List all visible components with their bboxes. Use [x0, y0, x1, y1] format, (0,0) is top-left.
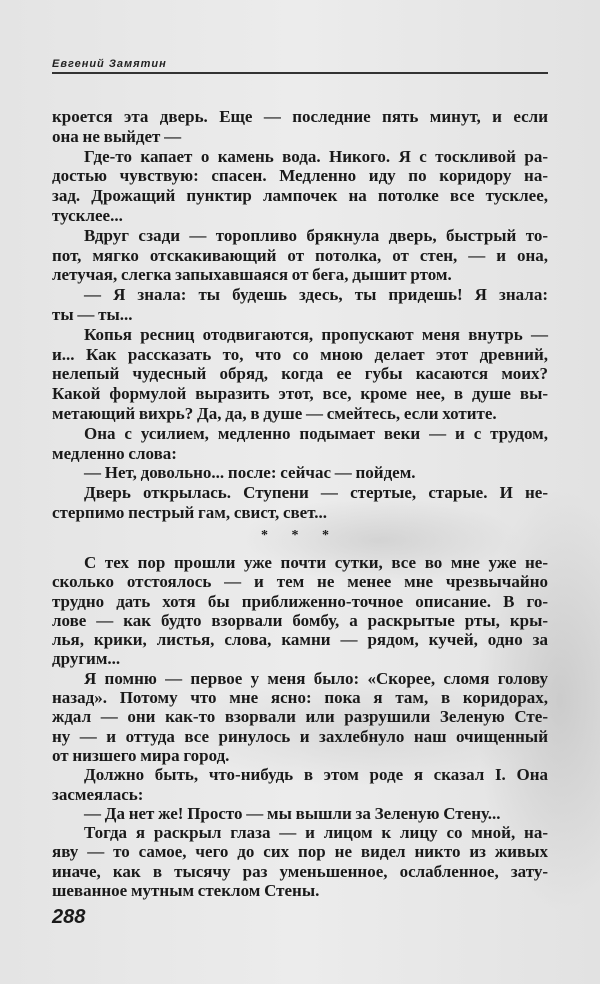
text-line: метающий вихрь? Да, да, в душе — смейтесь, если хотите. — [52, 403, 497, 423]
text-line: от низшего мира город. — [52, 745, 230, 765]
text-line: С тех пор прошли уже почти сутки, все во мне уже не- — [84, 553, 548, 572]
text-line: Где-то капает о камень вода. Никого. Я с тоскливой ра- — [84, 146, 548, 166]
text-line: Она с усилием, медленно подымает веки — и с трудом, — [84, 423, 548, 443]
text-line: Должно быть, что-нибудь в этом роде я сказал I. Она — [84, 765, 548, 785]
text-section-2 — [52, 553, 548, 900]
text-line: нелепый чудесный обряд, когда ее губы касаются моих? — [52, 364, 548, 384]
text-line: назад». Потому что мне ясно: пока я там, в коридорах, — [52, 688, 548, 708]
text-line: ну — и оттуда все ринулось и захлебнуло наш очищенный — [52, 726, 548, 746]
text-line: шеванное мутным стеклом Стены. — [52, 881, 320, 901]
text-line: достью чувствую: спасен. Медленно иду по коридору на- — [52, 166, 548, 186]
text-line: сколько отстоялось — и тем не менее мне чрезвычайно — [52, 572, 548, 592]
text-line: яву — то самое, чего до сих пор не видел никто из живых — [52, 842, 548, 862]
text-line: лове — как будто взорвали бомбу, а раскрытые рты, кры- — [52, 610, 548, 630]
text-line: ты — ты... — [52, 304, 133, 324]
text-line: ждал — они как-то взорвали или разрушили Зеленую Сте- — [52, 707, 548, 727]
text-line: Я помню — первое у меня было: «Скорее, сломя голову — [84, 668, 548, 688]
text-line: пот, мягко отскакивающий от потолка, от стен, — и она, — [52, 245, 548, 265]
running-header-author: Евгений Замятин — [52, 58, 167, 70]
text-line: лья, крики, листья, слова, камни — рядом, кучей, одно за — [52, 630, 548, 650]
text-line: засмеялась: — [52, 784, 144, 804]
text-line: стерпимо пестрый гам, свист, свет... — [52, 502, 328, 522]
text-line: иначе, как в тысячу раз уменьшенное, ослабленное, зату- — [52, 861, 548, 881]
page-number: 288 — [52, 906, 86, 928]
text-line: зад. Дрожащий пунктир лампочек на потолке все тусклее, — [52, 186, 548, 206]
text-line: другим... — [52, 649, 121, 669]
text-line: Тогда я раскрыл глаза — и лицом к лицу со мной, на- — [84, 823, 548, 843]
text-line: — Я знала: ты будешь здесь, ты придешь! Я знала: — [84, 285, 548, 305]
section-separator: * * * — [261, 528, 339, 543]
text-line: медленно слова: — [52, 443, 177, 463]
text-line: Копья ресниц отодвигаются, пропускают меня внутрь — — [84, 324, 548, 344]
text-line: трудно дать хотя бы приближенно-точное описание. В го- — [52, 591, 548, 611]
text-line: и... Как рассказать то, что со мною делает этот древний, — [52, 344, 548, 364]
text-line: — Нет, довольно... после: сейчас — пойдем. — [84, 463, 416, 483]
text-line: тусклее... — [52, 205, 123, 225]
text-line: Какой формулой выразить этот, все, кроме нее, в душе вы- — [52, 384, 548, 404]
text-section-1 — [52, 107, 548, 523]
text-line: Дверь открылась. Ступени — стертые, старые. И не- — [84, 483, 548, 503]
text-line: она не выйдет — — [52, 126, 182, 146]
text-line: кроется эта дверь. Еще — последние пять минут, и если — [52, 107, 548, 126]
text-line: Вдруг сзади — торопливо брякнула дверь, быстрый то- — [84, 225, 548, 245]
running-header — [52, 52, 548, 74]
text-line: летучая, слегка запыхавшаяся от бега, дышит ртом. — [52, 265, 452, 285]
text-line: — Да нет же! Просто — мы вышли за Зеленую Стену... — [84, 803, 501, 823]
